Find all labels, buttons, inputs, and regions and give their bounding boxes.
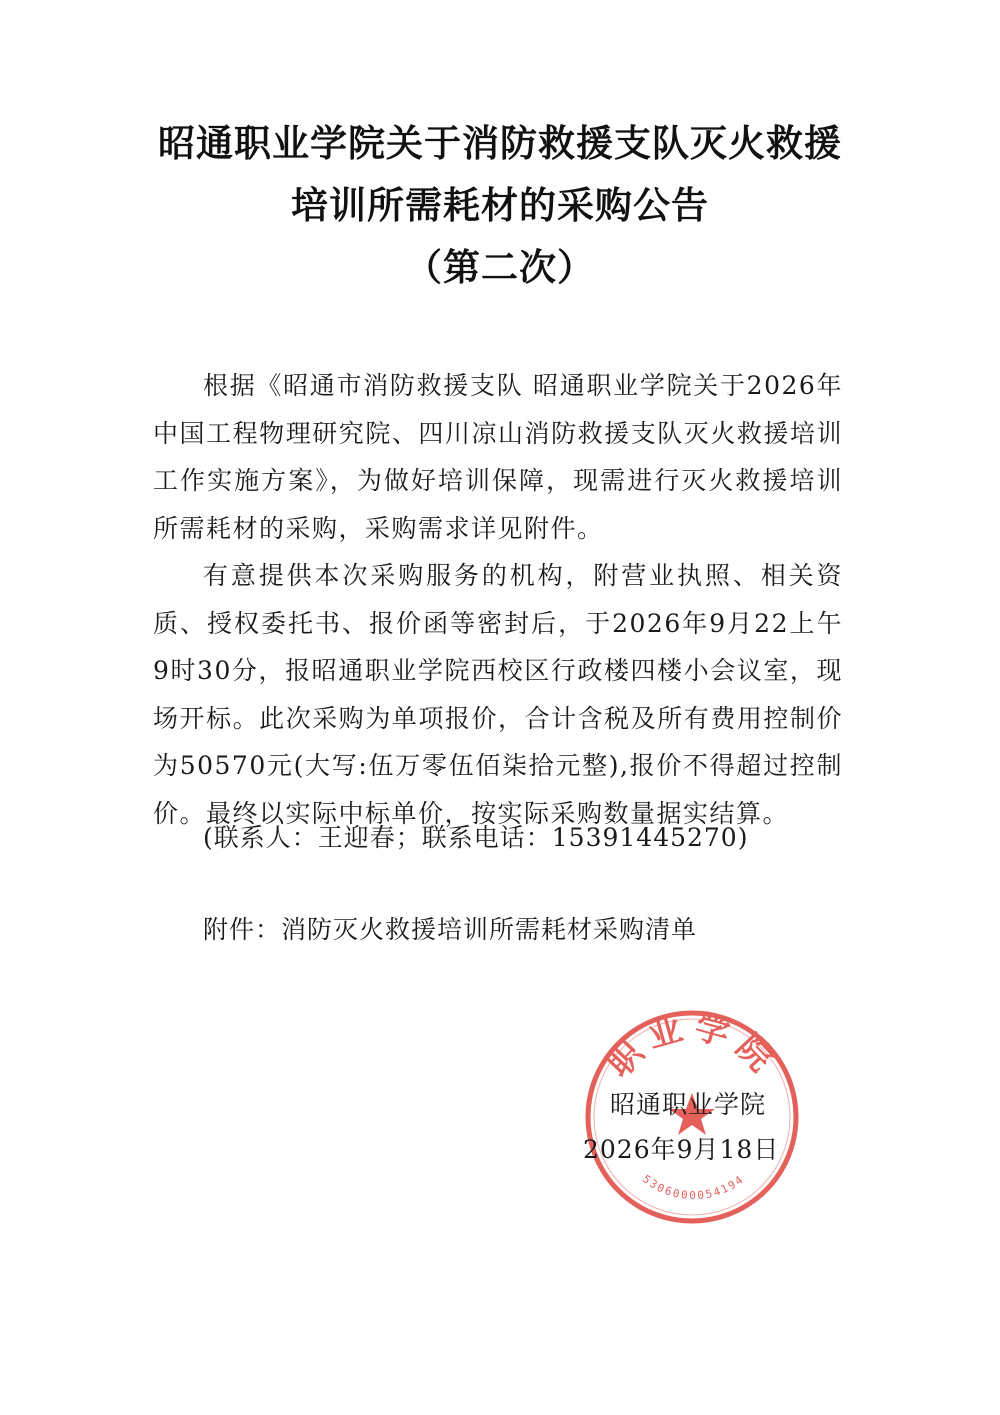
seal-code-text: 5306000054194 [639, 1172, 748, 1203]
title-line-1: 昭通职业学院关于消防救援支队灭火救援 [158, 121, 842, 165]
paragraph-submission: 有意提供本次采购服务的机构，附营业执照、相关资质、授权委托书、报价函等密封后，于2026年9月22上午9时30分，报昭通职业学院西校区行政楼四楼小会议室，现场开标。此次采购为单项报价，合计含税及所有费用控制价为50570元(大写:伍万零伍佰柒拾元整),报价不得超过控制价。最终以实际中标单价，按实际采购数量据实结算。 [153, 561, 843, 828]
notice-body [153, 362, 843, 837]
signature-organization: 昭通职业学院 [610, 1090, 767, 1119]
title-line-3: （第二次） [405, 245, 595, 289]
attachment-line: 附件：消防灭火救援培训所需耗材采购清单 [203, 915, 698, 944]
notice-title [0, 112, 1000, 298]
svg-text:5306000054194 [640, 1172, 747, 1202]
title-line-2: 培训所需耗材的采购公告 [291, 183, 709, 227]
seal-arc-text: 职业学院 [599, 1006, 786, 1086]
paragraph-basis: 根据《昭通市消防救援支队 昭通职业学院关于2026年中国工程物理研究院、四川凉山消防救援支队灭火救援培训工作实施方案》，为做好培训保障，现需进行灭火救援培训所需耗材的采购，采购需求详见附件。 [153, 371, 843, 543]
contact-info: (联系人：王迎春；联系电话：15391445270) [203, 823, 749, 852]
signature-date: 2026年9月18日 [583, 1135, 780, 1164]
